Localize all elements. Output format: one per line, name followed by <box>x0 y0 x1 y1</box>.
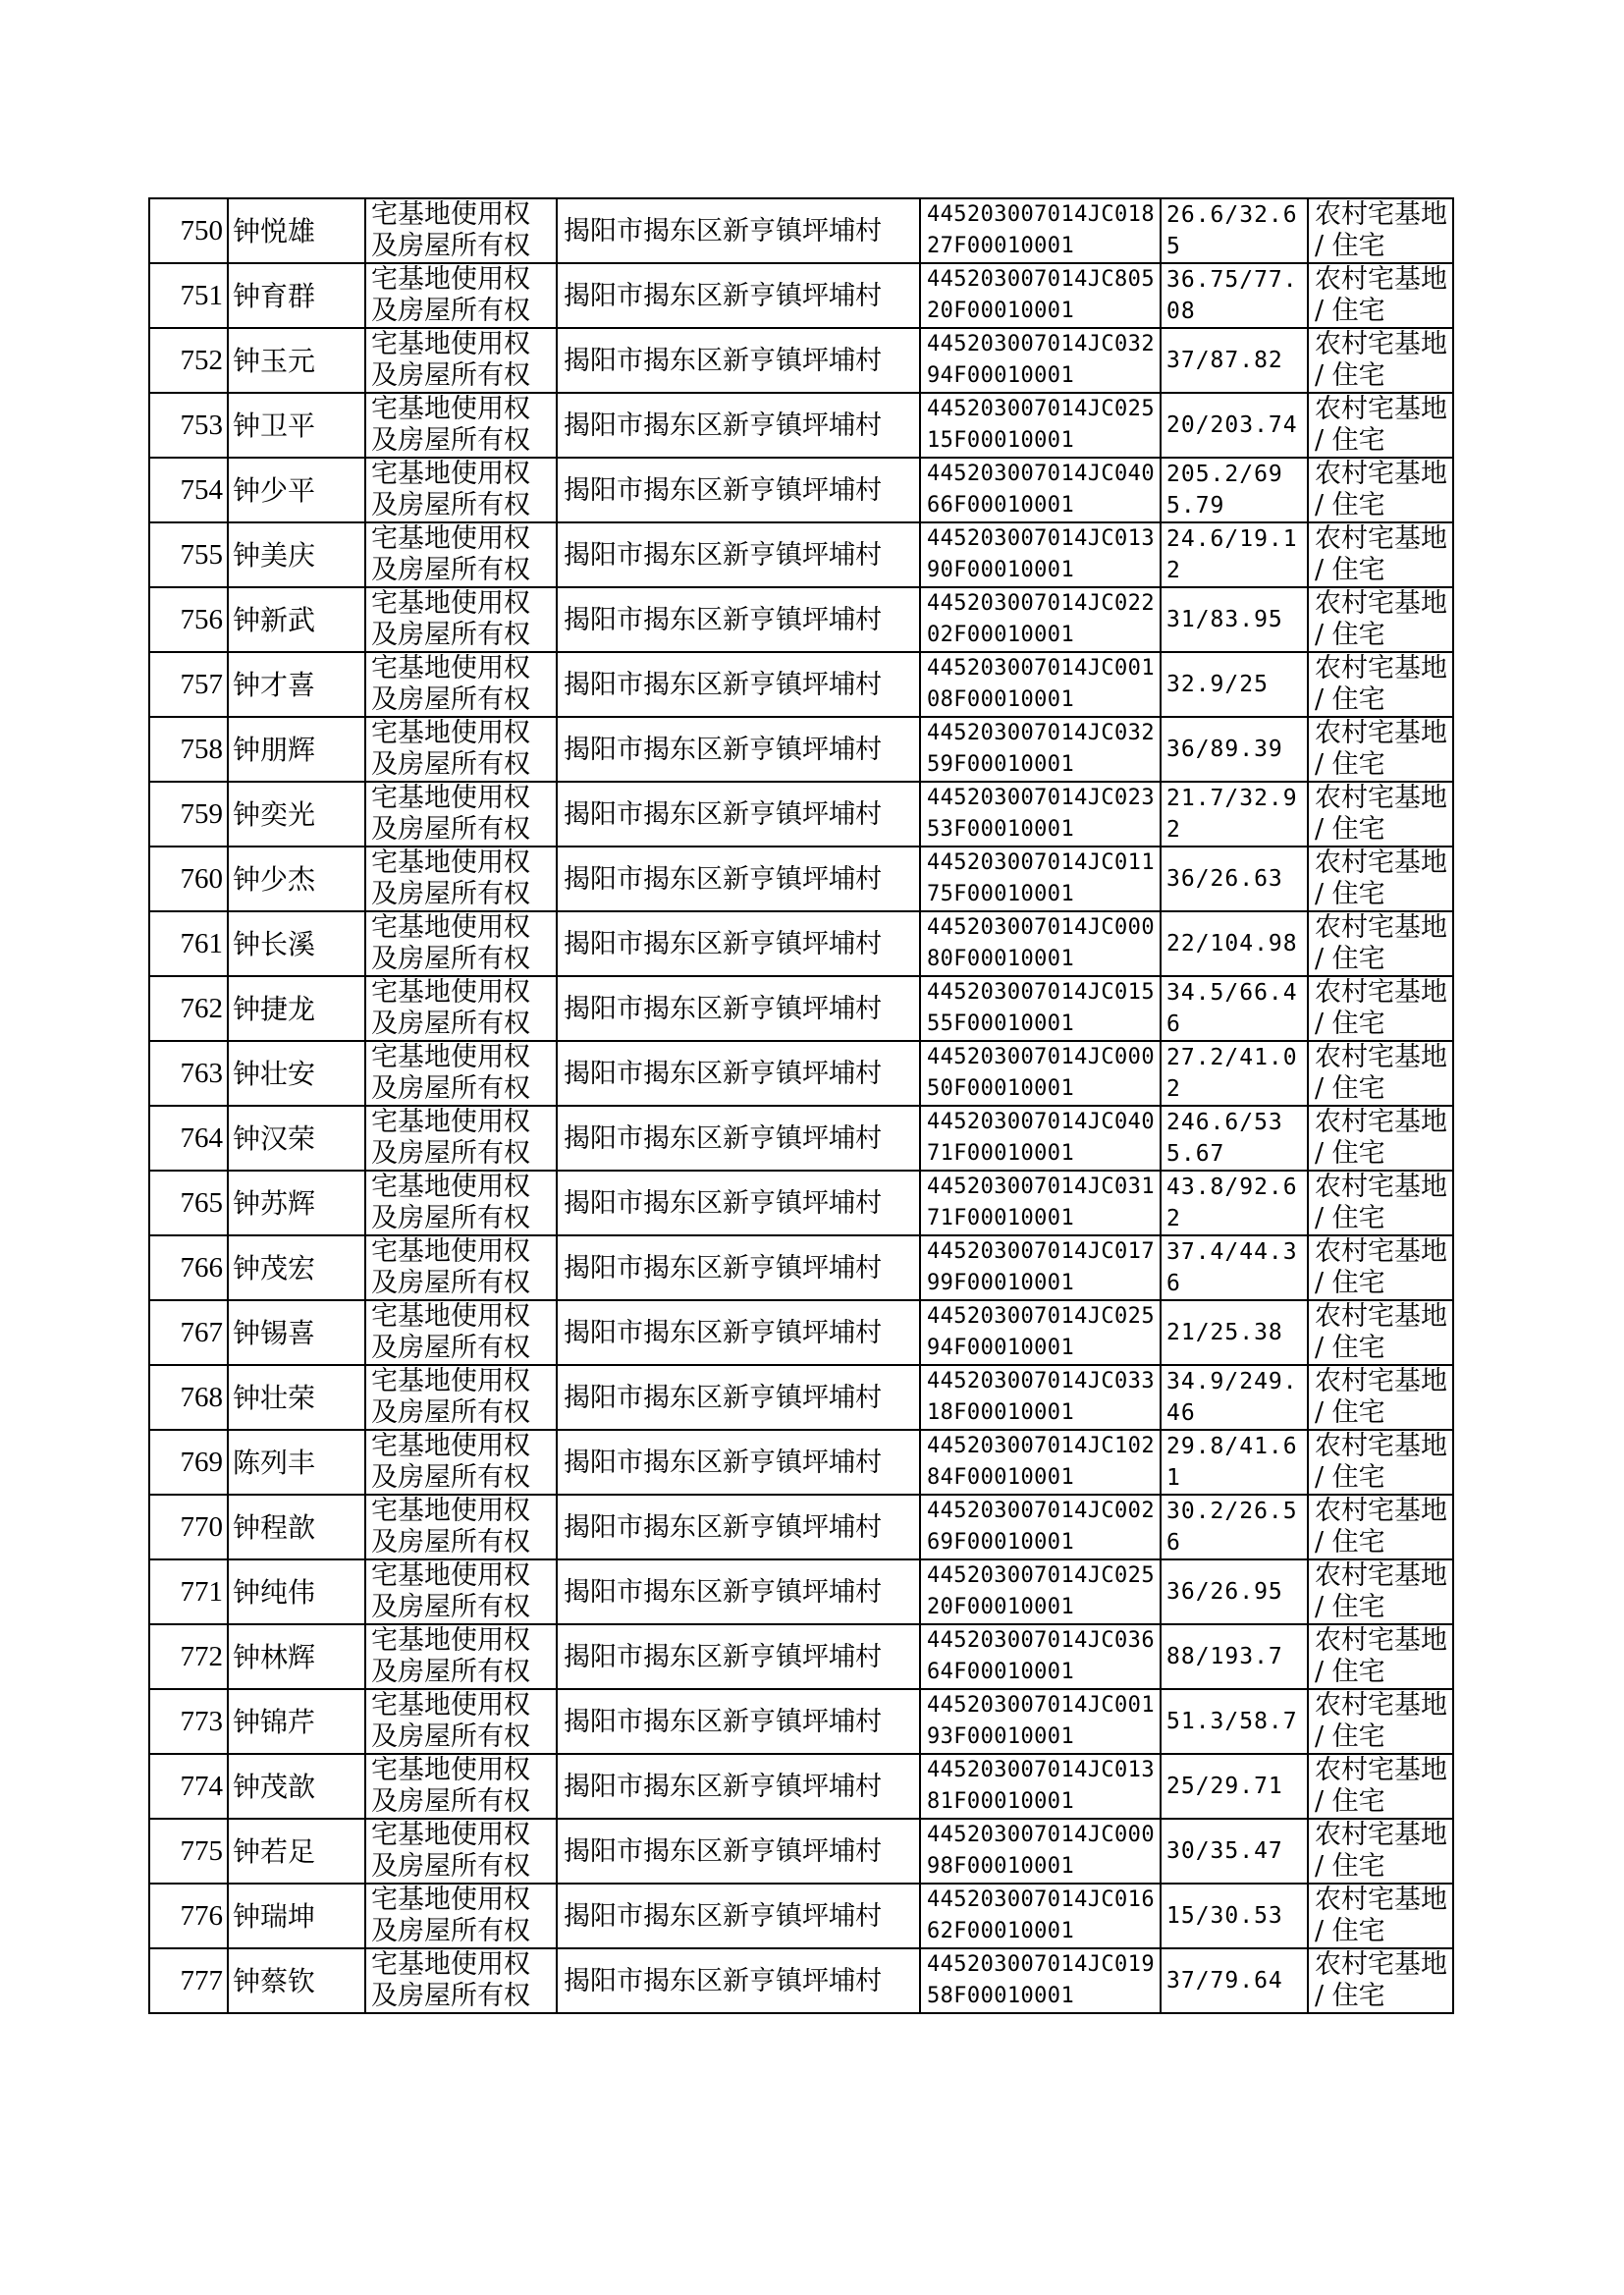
unit-code-cell: 445203007014JC01662F00010001 <box>920 1884 1161 1948</box>
owner-name-cell: 钟若足 <box>228 1819 365 1884</box>
row-number-cell: 769 <box>149 1430 228 1495</box>
owner-name-cell: 钟壮安 <box>228 1041 365 1106</box>
unit-code-cell: 445203007014JC03259F00010001 <box>920 717 1161 782</box>
land-use-cell: 农村宅基地 / 住宅 <box>1308 717 1453 782</box>
owner-name-cell: 钟才喜 <box>228 652 365 717</box>
property-address-cell: 揭阳市揭东区新亨镇坪埔村 <box>557 717 920 782</box>
owner-name-cell: 钟锡喜 <box>228 1300 365 1365</box>
table-row <box>149 1624 1453 1689</box>
area-value-cell: 37/79.64 <box>1161 1948 1308 2013</box>
owner-name-cell: 钟奕光 <box>228 782 365 847</box>
table-body <box>149 198 1453 2013</box>
owner-name-cell: 钟少平 <box>228 458 365 522</box>
table-row <box>149 976 1453 1041</box>
area-value-cell: 36/26.95 <box>1161 1559 1308 1624</box>
property-address-cell: 揭阳市揭东区新亨镇坪埔村 <box>557 1559 920 1624</box>
row-number-cell: 761 <box>149 911 228 976</box>
table-row <box>149 1495 1453 1559</box>
right-type-cell: 宅基地使用权及房屋所有权 <box>365 976 557 1041</box>
property-address-cell: 揭阳市揭东区新亨镇坪埔村 <box>557 263 920 328</box>
land-use-cell: 农村宅基地 / 住宅 <box>1308 652 1453 717</box>
area-value-cell: 30/35.47 <box>1161 1819 1308 1884</box>
unit-code-cell: 445203007014JC04071F00010001 <box>920 1106 1161 1171</box>
unit-code-cell: 445203007014JC02515F00010001 <box>920 393 1161 458</box>
land-use-cell: 农村宅基地 / 住宅 <box>1308 976 1453 1041</box>
right-type-cell: 宅基地使用权及房屋所有权 <box>365 1754 557 1819</box>
property-address-cell: 揭阳市揭东区新亨镇坪埔村 <box>557 1819 920 1884</box>
land-use-cell: 农村宅基地 / 住宅 <box>1308 1365 1453 1430</box>
land-use-cell: 农村宅基地 / 住宅 <box>1308 393 1453 458</box>
area-value-cell: 21.7/32.92 <box>1161 782 1308 847</box>
land-use-cell: 农村宅基地 / 住宅 <box>1308 1624 1453 1689</box>
owner-name-cell: 钟新武 <box>228 587 365 652</box>
area-value-cell: 25/29.71 <box>1161 1754 1308 1819</box>
table-row <box>149 1171 1453 1235</box>
property-address-cell: 揭阳市揭东区新亨镇坪埔村 <box>557 911 920 976</box>
land-use-cell: 农村宅基地 / 住宅 <box>1308 1235 1453 1300</box>
owner-name-cell: 钟悦雄 <box>228 198 365 263</box>
land-use-cell: 农村宅基地 / 住宅 <box>1308 1430 1453 1495</box>
area-value-cell: 37/87.82 <box>1161 328 1308 393</box>
right-type-cell: 宅基地使用权及房屋所有权 <box>365 328 557 393</box>
owner-name-cell: 钟锦芹 <box>228 1689 365 1754</box>
row-number-cell: 754 <box>149 458 228 522</box>
land-use-cell: 农村宅基地 / 住宅 <box>1308 1171 1453 1235</box>
property-address-cell: 揭阳市揭东区新亨镇坪埔村 <box>557 782 920 847</box>
property-address-cell: 揭阳市揭东区新亨镇坪埔村 <box>557 393 920 458</box>
row-number-cell: 765 <box>149 1171 228 1235</box>
owner-name-cell: 钟美庆 <box>228 522 365 587</box>
table-row <box>149 198 1453 263</box>
right-type-cell: 宅基地使用权及房屋所有权 <box>365 1819 557 1884</box>
property-address-cell: 揭阳市揭东区新亨镇坪埔村 <box>557 847 920 911</box>
land-use-cell: 农村宅基地 / 住宅 <box>1308 1689 1453 1754</box>
right-type-cell: 宅基地使用权及房屋所有权 <box>365 1495 557 1559</box>
area-value-cell: 24.6/19.12 <box>1161 522 1308 587</box>
owner-name-cell: 钟汉荣 <box>228 1106 365 1171</box>
table-row <box>149 652 1453 717</box>
land-use-cell: 农村宅基地 / 住宅 <box>1308 458 1453 522</box>
unit-code-cell: 445203007014JC01555F00010001 <box>920 976 1161 1041</box>
unit-code-cell: 445203007014JC01175F00010001 <box>920 847 1161 911</box>
row-number-cell: 755 <box>149 522 228 587</box>
unit-code-cell: 445203007014JC04066F00010001 <box>920 458 1161 522</box>
table-row <box>149 1430 1453 1495</box>
area-value-cell: 32.9/25 <box>1161 652 1308 717</box>
property-rights-table <box>148 197 1454 2014</box>
unit-code-cell: 445203007014JC02520F00010001 <box>920 1559 1161 1624</box>
table-row <box>149 847 1453 911</box>
land-use-cell: 农村宅基地 / 住宅 <box>1308 1300 1453 1365</box>
unit-code-cell: 445203007014JC03664F00010001 <box>920 1624 1161 1689</box>
table-row <box>149 263 1453 328</box>
table-row <box>149 1884 1453 1948</box>
area-value-cell: 27.2/41.02 <box>1161 1041 1308 1106</box>
land-use-cell: 农村宅基地 / 住宅 <box>1308 263 1453 328</box>
table-row <box>149 587 1453 652</box>
owner-name-cell: 钟林辉 <box>228 1624 365 1689</box>
right-type-cell: 宅基地使用权及房屋所有权 <box>365 717 557 782</box>
row-number-cell: 775 <box>149 1819 228 1884</box>
owner-name-cell: 钟程歆 <box>228 1495 365 1559</box>
owner-name-cell: 钟苏辉 <box>228 1171 365 1235</box>
property-address-cell: 揭阳市揭东区新亨镇坪埔村 <box>557 198 920 263</box>
unit-code-cell: 445203007014JC00098F00010001 <box>920 1819 1161 1884</box>
right-type-cell: 宅基地使用权及房屋所有权 <box>365 911 557 976</box>
unit-code-cell: 445203007014JC01390F00010001 <box>920 522 1161 587</box>
area-value-cell: 88/193.7 <box>1161 1624 1308 1689</box>
owner-name-cell: 钟瑞坤 <box>228 1884 365 1948</box>
unit-code-cell: 445203007014JC01381F00010001 <box>920 1754 1161 1819</box>
row-number-cell: 766 <box>149 1235 228 1300</box>
right-type-cell: 宅基地使用权及房屋所有权 <box>365 1884 557 1948</box>
land-use-cell: 农村宅基地 / 住宅 <box>1308 1495 1453 1559</box>
right-type-cell: 宅基地使用权及房屋所有权 <box>365 1171 557 1235</box>
owner-name-cell: 陈列丰 <box>228 1430 365 1495</box>
right-type-cell: 宅基地使用权及房屋所有权 <box>365 1430 557 1495</box>
property-address-cell: 揭阳市揭东区新亨镇坪埔村 <box>557 652 920 717</box>
table-row <box>149 328 1453 393</box>
property-address-cell: 揭阳市揭东区新亨镇坪埔村 <box>557 1235 920 1300</box>
table-row <box>149 1948 1453 2013</box>
unit-code-cell: 445203007014JC00193F00010001 <box>920 1689 1161 1754</box>
unit-code-cell: 445203007014JC00080F00010001 <box>920 911 1161 976</box>
row-number-cell: 771 <box>149 1559 228 1624</box>
property-address-cell: 揭阳市揭东区新亨镇坪埔村 <box>557 1624 920 1689</box>
land-use-cell: 农村宅基地 / 住宅 <box>1308 1106 1453 1171</box>
table-row <box>149 782 1453 847</box>
row-number-cell: 767 <box>149 1300 228 1365</box>
right-type-cell: 宅基地使用权及房屋所有权 <box>365 1106 557 1171</box>
table-row <box>149 717 1453 782</box>
unit-code-cell: 445203007014JC00050F00010001 <box>920 1041 1161 1106</box>
land-use-cell: 农村宅基地 / 住宅 <box>1308 1754 1453 1819</box>
unit-code-cell: 445203007014JC01799F00010001 <box>920 1235 1161 1300</box>
owner-name-cell: 钟玉元 <box>228 328 365 393</box>
property-address-cell: 揭阳市揭东区新亨镇坪埔村 <box>557 1884 920 1948</box>
area-value-cell: 30.2/26.56 <box>1161 1495 1308 1559</box>
property-address-cell: 揭阳市揭东区新亨镇坪埔村 <box>557 1041 920 1106</box>
unit-code-cell: 445203007014JC10284F00010001 <box>920 1430 1161 1495</box>
property-address-cell: 揭阳市揭东区新亨镇坪埔村 <box>557 522 920 587</box>
right-type-cell: 宅基地使用权及房屋所有权 <box>365 393 557 458</box>
table-row <box>149 1041 1453 1106</box>
owner-name-cell: 钟少杰 <box>228 847 365 911</box>
unit-code-cell: 445203007014JC03318F00010001 <box>920 1365 1161 1430</box>
property-address-cell: 揭阳市揭东区新亨镇坪埔村 <box>557 328 920 393</box>
row-number-cell: 753 <box>149 393 228 458</box>
property-address-cell: 揭阳市揭东区新亨镇坪埔村 <box>557 976 920 1041</box>
right-type-cell: 宅基地使用权及房屋所有权 <box>365 1559 557 1624</box>
row-number-cell: 759 <box>149 782 228 847</box>
owner-name-cell: 钟茂歆 <box>228 1754 365 1819</box>
property-address-cell: 揭阳市揭东区新亨镇坪埔村 <box>557 1754 920 1819</box>
land-use-cell: 农村宅基地 / 住宅 <box>1308 911 1453 976</box>
land-use-cell: 农村宅基地 / 住宅 <box>1308 587 1453 652</box>
right-type-cell: 宅基地使用权及房屋所有权 <box>365 1235 557 1300</box>
area-value-cell: 20/203.74 <box>1161 393 1308 458</box>
owner-name-cell: 钟茂宏 <box>228 1235 365 1300</box>
unit-code-cell: 445203007014JC80520F00010001 <box>920 263 1161 328</box>
unit-code-cell: 445203007014JC02353F00010001 <box>920 782 1161 847</box>
area-value-cell: 15/30.53 <box>1161 1884 1308 1948</box>
row-number-cell: 777 <box>149 1948 228 2013</box>
unit-code-cell: 445203007014JC01827F00010001 <box>920 198 1161 263</box>
property-address-cell: 揭阳市揭东区新亨镇坪埔村 <box>557 1300 920 1365</box>
right-type-cell: 宅基地使用权及房屋所有权 <box>365 1300 557 1365</box>
row-number-cell: 770 <box>149 1495 228 1559</box>
right-type-cell: 宅基地使用权及房屋所有权 <box>365 1689 557 1754</box>
row-number-cell: 773 <box>149 1689 228 1754</box>
owner-name-cell: 钟育群 <box>228 263 365 328</box>
land-use-cell: 农村宅基地 / 住宅 <box>1308 782 1453 847</box>
area-value-cell: 36.75/77.08 <box>1161 263 1308 328</box>
area-value-cell: 21/25.38 <box>1161 1300 1308 1365</box>
owner-name-cell: 钟捷龙 <box>228 976 365 1041</box>
land-use-cell: 农村宅基地 / 住宅 <box>1308 522 1453 587</box>
unit-code-cell: 445203007014JC03171F00010001 <box>920 1171 1161 1235</box>
land-use-cell: 农村宅基地 / 住宅 <box>1308 328 1453 393</box>
property-address-cell: 揭阳市揭东区新亨镇坪埔村 <box>557 1106 920 1171</box>
land-use-cell: 农村宅基地 / 住宅 <box>1308 1819 1453 1884</box>
owner-name-cell: 钟蔡钦 <box>228 1948 365 2013</box>
area-value-cell: 246.6/535.67 <box>1161 1106 1308 1171</box>
owner-name-cell: 钟壮荣 <box>228 1365 365 1430</box>
property-address-cell: 揭阳市揭东区新亨镇坪埔村 <box>557 458 920 522</box>
land-use-cell: 农村宅基地 / 住宅 <box>1308 1948 1453 2013</box>
owner-name-cell: 钟纯伟 <box>228 1559 365 1624</box>
land-use-cell: 农村宅基地 / 住宅 <box>1308 198 1453 263</box>
table-row <box>149 1106 1453 1171</box>
table-row <box>149 1235 1453 1300</box>
property-address-cell: 揭阳市揭东区新亨镇坪埔村 <box>557 1689 920 1754</box>
row-number-cell: 760 <box>149 847 228 911</box>
right-type-cell: 宅基地使用权及房屋所有权 <box>365 847 557 911</box>
table-row <box>149 1819 1453 1884</box>
table-row <box>149 1689 1453 1754</box>
right-type-cell: 宅基地使用权及房屋所有权 <box>365 587 557 652</box>
right-type-cell: 宅基地使用权及房屋所有权 <box>365 652 557 717</box>
row-number-cell: 763 <box>149 1041 228 1106</box>
area-value-cell: 26.6/32.65 <box>1161 198 1308 263</box>
table-row <box>149 393 1453 458</box>
area-value-cell: 29.8/41.61 <box>1161 1430 1308 1495</box>
row-number-cell: 756 <box>149 587 228 652</box>
area-value-cell: 31/83.95 <box>1161 587 1308 652</box>
owner-name-cell: 钟朋辉 <box>228 717 365 782</box>
table-row <box>149 1365 1453 1430</box>
right-type-cell: 宅基地使用权及房屋所有权 <box>365 522 557 587</box>
right-type-cell: 宅基地使用权及房屋所有权 <box>365 198 557 263</box>
right-type-cell: 宅基地使用权及房屋所有权 <box>365 458 557 522</box>
unit-code-cell: 445203007014JC03294F00010001 <box>920 328 1161 393</box>
property-address-cell: 揭阳市揭东区新亨镇坪埔村 <box>557 1948 920 2013</box>
table-row <box>149 1559 1453 1624</box>
row-number-cell: 772 <box>149 1624 228 1689</box>
table-row <box>149 1754 1453 1819</box>
property-address-cell: 揭阳市揭东区新亨镇坪埔村 <box>557 1365 920 1430</box>
area-value-cell: 51.3/58.7 <box>1161 1689 1308 1754</box>
table-row <box>149 522 1453 587</box>
unit-code-cell: 445203007014JC00108F00010001 <box>920 652 1161 717</box>
row-number-cell: 768 <box>149 1365 228 1430</box>
table-row <box>149 1300 1453 1365</box>
area-value-cell: 36/89.39 <box>1161 717 1308 782</box>
right-type-cell: 宅基地使用权及房屋所有权 <box>365 1624 557 1689</box>
row-number-cell: 750 <box>149 198 228 263</box>
row-number-cell: 764 <box>149 1106 228 1171</box>
land-use-cell: 农村宅基地 / 住宅 <box>1308 1559 1453 1624</box>
row-number-cell: 757 <box>149 652 228 717</box>
area-value-cell: 34.5/66.46 <box>1161 976 1308 1041</box>
table-row <box>149 911 1453 976</box>
property-address-cell: 揭阳市揭东区新亨镇坪埔村 <box>557 1171 920 1235</box>
right-type-cell: 宅基地使用权及房屋所有权 <box>365 263 557 328</box>
row-number-cell: 751 <box>149 263 228 328</box>
area-value-cell: 205.2/695.79 <box>1161 458 1308 522</box>
right-type-cell: 宅基地使用权及房屋所有权 <box>365 782 557 847</box>
land-use-cell: 农村宅基地 / 住宅 <box>1308 1884 1453 1948</box>
owner-name-cell: 钟长溪 <box>228 911 365 976</box>
unit-code-cell: 445203007014JC00269F00010001 <box>920 1495 1161 1559</box>
right-type-cell: 宅基地使用权及房屋所有权 <box>365 1948 557 2013</box>
land-use-cell: 农村宅基地 / 住宅 <box>1308 1041 1453 1106</box>
right-type-cell: 宅基地使用权及房屋所有权 <box>365 1041 557 1106</box>
property-address-cell: 揭阳市揭东区新亨镇坪埔村 <box>557 1430 920 1495</box>
row-number-cell: 758 <box>149 717 228 782</box>
row-number-cell: 762 <box>149 976 228 1041</box>
property-address-cell: 揭阳市揭东区新亨镇坪埔村 <box>557 587 920 652</box>
row-number-cell: 752 <box>149 328 228 393</box>
area-value-cell: 43.8/92.62 <box>1161 1171 1308 1235</box>
owner-name-cell: 钟卫平 <box>228 393 365 458</box>
unit-code-cell: 445203007014JC02202F00010001 <box>920 587 1161 652</box>
area-value-cell: 34.9/249.46 <box>1161 1365 1308 1430</box>
area-value-cell: 36/26.63 <box>1161 847 1308 911</box>
row-number-cell: 774 <box>149 1754 228 1819</box>
unit-code-cell: 445203007014JC02594F00010001 <box>920 1300 1161 1365</box>
area-value-cell: 22/104.98 <box>1161 911 1308 976</box>
land-use-cell: 农村宅基地 / 住宅 <box>1308 847 1453 911</box>
table-row <box>149 458 1453 522</box>
right-type-cell: 宅基地使用权及房屋所有权 <box>365 1365 557 1430</box>
unit-code-cell: 445203007014JC01958F00010001 <box>920 1948 1161 2013</box>
row-number-cell: 776 <box>149 1884 228 1948</box>
property-address-cell: 揭阳市揭东区新亨镇坪埔村 <box>557 1495 920 1559</box>
area-value-cell: 37.4/44.36 <box>1161 1235 1308 1300</box>
